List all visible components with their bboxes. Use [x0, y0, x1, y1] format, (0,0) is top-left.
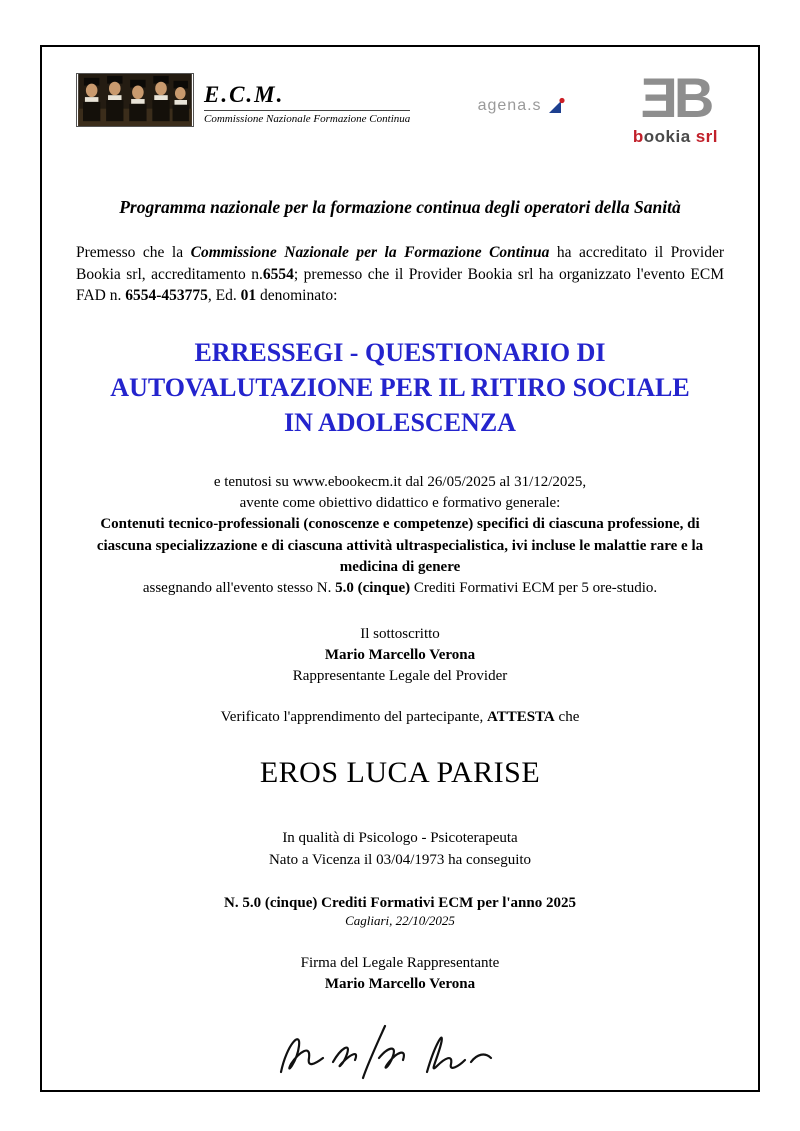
- accreditation-paragraph: [76, 242, 724, 306]
- agenas-label: agena.s: [477, 97, 542, 114]
- event-title: ERRESSEGI - QUESTIONARIO DI AUTOVALUTAZIONE PER IL RITIRO SOCIALE IN ADOLESCENZA: [110, 337, 690, 437]
- attest-word: ATTESTA: [486, 709, 555, 726]
- legal-representative-name: Mario Marcello Verona: [324, 646, 476, 663]
- attestation-line: [76, 709, 724, 726]
- certificate-frame: [40, 45, 760, 1092]
- participant-role: In qualità di Psicologo - Psicoterapeuta: [282, 830, 518, 847]
- signature-block: [76, 953, 724, 996]
- agenas-mark-icon: [546, 97, 566, 115]
- signature-label: Firma del Legale Rappresentante: [300, 955, 500, 972]
- agenas-logo: [478, 97, 566, 115]
- intro-seg-1: Premesso che la: [76, 244, 191, 262]
- signature-image-wrap: [58, 1016, 706, 1099]
- objective-text: Contenuti tecnico-professionali (conoscenze e competenze) specifici di ciascuna professione, di ciascuna specializzazione e di ciascuna attività ultraspecialistica, ivi incluse le malattie rare e la medicina di genere: [96, 516, 704, 575]
- held-seg-2: dal 26/05/2025 al 31/12/2025,: [401, 473, 587, 490]
- place-date-line: Cagliari, 22/10/2025: [345, 913, 455, 929]
- ecm-subtitle: Commissione Nazionale Formazione Continua: [204, 110, 410, 125]
- event-held-line: [76, 472, 724, 493]
- objective-intro-line: avente come obiettivo didattico e formativo generale:: [239, 495, 561, 512]
- credits-line: [76, 578, 724, 599]
- certificate-content: [42, 47, 758, 1099]
- intro-seg-7: , Ed.: [207, 287, 241, 305]
- ebookecm-url: www.ebookecm.it: [292, 473, 402, 490]
- accreditation-number: 6554: [262, 265, 294, 283]
- ecm-text-block: [204, 82, 410, 127]
- attest-seg-3: che: [554, 709, 580, 726]
- intro-seg-3: ha accreditato il Provider Bookia srl, accreditamento n.: [76, 244, 725, 283]
- event-details-block: [76, 472, 724, 600]
- bookia-eb-logo: ƎB: [640, 66, 711, 129]
- event-number: 6554-453775: [125, 287, 208, 305]
- intro-seg-5: ; premesso che il Provider Bookia srl ha organizzato l'evento ECM FAD n.: [76, 265, 724, 305]
- edition-number: 01: [240, 287, 257, 305]
- bookia-wordmark-initial: b: [632, 127, 644, 147]
- bookia-wordmark: [633, 127, 718, 147]
- credits-seg-1: assegnando all'evento stesso N.: [142, 580, 336, 597]
- certificate-header: [76, 66, 724, 147]
- credits-amount: 5.0 (cinque): [335, 580, 411, 597]
- bookia-wordmark-suffix: srl: [695, 127, 718, 147]
- intro-seg-9: denominato:: [256, 287, 338, 305]
- credits-seg-3: Crediti Formativi ECM per 5 ore-studio.: [410, 580, 658, 597]
- bookia-logo-block: [632, 66, 718, 147]
- ecm-logo-block: [76, 73, 410, 127]
- credits-awarded-line: N. 5.0 (cinque) Crediti Formativi ECM per l'anno 2025: [224, 895, 576, 912]
- program-title: Programma nazionale per la formazione continua degli operatori della Sanità: [119, 197, 681, 218]
- held-seg-1: e tenutosi su: [213, 473, 293, 490]
- participant-birth: Nato a Vicenza il 03/04/1973 ha conseguito: [268, 851, 532, 868]
- participant-name: EROS LUCA PARISE: [259, 756, 541, 790]
- participant-details-block: [76, 828, 724, 871]
- legal-representative-role: Rappresentante Legale del Provider: [292, 668, 508, 685]
- ecm-painting-image: [76, 73, 194, 127]
- signature-name: Mario Marcello Verona: [324, 976, 476, 993]
- handwritten-signature-image: [267, 1016, 497, 1094]
- undersigned-label: Il sottoscritto: [360, 625, 440, 642]
- ecm-title: E.C.M.: [204, 82, 285, 107]
- attest-seg-1: Verificato l'apprendimento del partecipante,: [220, 709, 487, 726]
- bookia-wordmark-rest: ookia: [643, 127, 691, 147]
- undersigned-block: [76, 624, 724, 688]
- commission-name: Commissione Nazionale per la Formazione Continua: [190, 244, 550, 262]
